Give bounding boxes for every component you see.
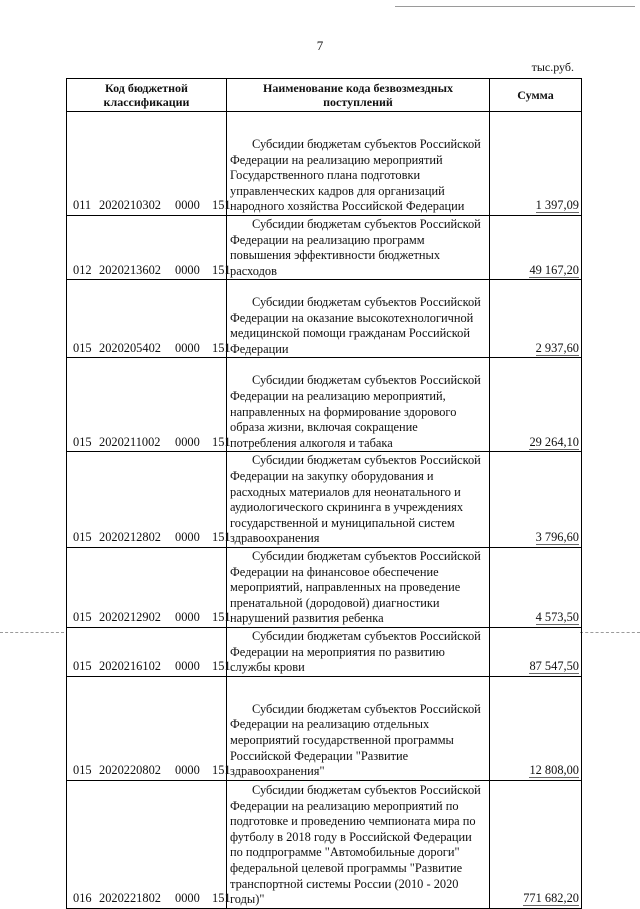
code-part-econ: 151 xyxy=(212,530,231,545)
revenue-name-cell xyxy=(227,452,490,548)
amount-value: 4 573,50 xyxy=(535,610,579,625)
code-part-admin: 015 xyxy=(73,659,92,674)
amount-value: 2 937,60 xyxy=(535,340,579,355)
amount-cell xyxy=(490,358,582,452)
revenue-name-text: Субсидии бюджетам субъектов Российской Федерации на мероприятия по развитию службы крови xyxy=(230,628,481,675)
revenue-name-cell xyxy=(227,627,490,676)
code-part-program: 0000 xyxy=(175,610,200,625)
units-label: тыс.руб. xyxy=(531,60,574,74)
table-row xyxy=(67,112,582,216)
page-number: 7 xyxy=(316,38,324,53)
code-part-admin: 015 xyxy=(73,763,92,778)
amount-cell xyxy=(490,216,582,280)
code-part-program: 0000 xyxy=(175,434,200,449)
revenue-name-text: Субсидии бюджетам субъектов Российской Федерации на оказание высокотехнологичной медицинской помощи гражданам Российской Федерации xyxy=(230,295,481,356)
code-part-admin: 015 xyxy=(73,434,92,449)
table-header xyxy=(67,79,582,112)
revenue-name-text: Субсидии бюджетам субъектов Российской Федерации на реализацию отдельных мероприятий государственной программы Российской Федерации "Развитие здравоохранения" xyxy=(230,701,481,779)
budget-code-cell xyxy=(67,216,231,280)
revenue-name-cell xyxy=(227,780,490,908)
code-part-econ: 151 xyxy=(212,659,231,674)
code-part-program: 0000 xyxy=(175,891,200,906)
code-part-econ: 151 xyxy=(212,262,231,277)
amount-cell xyxy=(490,280,582,358)
budget-code-cell xyxy=(67,452,231,548)
scan-top-rule xyxy=(395,6,635,7)
table-row xyxy=(67,676,582,780)
code-part-admin: 016 xyxy=(73,891,92,906)
code-part-main: 2020213602 xyxy=(99,262,161,277)
code-part-admin: 015 xyxy=(73,530,92,545)
revenue-name-text: Субсидии бюджетам субъектов Российской Федерации на закупку оборудования и расходных материалов для неонатального и аудиологического скрининга в учреждениях государственной и муниципальной систем здравоохранения xyxy=(230,453,481,546)
revenue-name-cell xyxy=(227,280,490,358)
header-name: Наименование кода безвозмездных поступлений xyxy=(227,79,490,112)
revenue-name-cell xyxy=(227,547,490,627)
code-part-econ: 151 xyxy=(212,763,231,778)
amount-value: 87 547,50 xyxy=(529,659,579,674)
code-part-econ: 151 xyxy=(212,891,231,906)
code-part-econ: 151 xyxy=(212,610,231,625)
revenue-name-text: Субсидии бюджетам субъектов Российской Федерации на финансовое обеспечение мероприятий, направленных на проведение пренатальной (дородовой) диагностики нарушений развития ребенка xyxy=(230,548,481,626)
amount-value: 3 796,60 xyxy=(535,530,579,545)
header-sum: Сумма xyxy=(490,79,582,112)
amount-value: 29 264,10 xyxy=(529,434,579,449)
code-part-admin: 012 xyxy=(73,262,92,277)
code-part-econ: 151 xyxy=(212,198,231,213)
table-row xyxy=(67,627,582,676)
revenue-name-cell xyxy=(227,112,490,216)
code-part-main: 2020210302 xyxy=(99,198,161,213)
budget-code-cell xyxy=(67,280,231,358)
table-row xyxy=(67,216,582,280)
amount-value: 1 397,09 xyxy=(535,198,579,213)
budget-code-cell xyxy=(67,112,231,216)
code-part-econ: 151 xyxy=(212,340,231,355)
code-part-program: 0000 xyxy=(175,262,200,277)
code-part-main: 2020211002 xyxy=(99,434,161,449)
revenue-name-text: Субсидии бюджетам субъектов Российской Федерации на реализацию мероприятий по подготовке и проведению чемпионата мира по футболу в 2018 году в Российской Федерации по подпрограмме "Автомобильные дороги" федеральной целевой программы "Развитие транспортной системы России (2010 - 2020 годы)" xyxy=(230,782,481,907)
code-part-main: 2020212902 xyxy=(99,610,161,625)
code-part-program: 0000 xyxy=(175,659,200,674)
amount-cell xyxy=(490,112,582,216)
code-part-main: 2020216102 xyxy=(99,659,161,674)
table-body xyxy=(67,112,582,909)
code-part-admin: 011 xyxy=(73,198,92,213)
code-part-program: 0000 xyxy=(175,530,200,545)
code-part-admin: 015 xyxy=(73,610,92,625)
header-row xyxy=(67,79,582,112)
code-part-program: 0000 xyxy=(175,763,200,778)
amount-value: 49 167,20 xyxy=(529,262,579,277)
code-part-main: 2020221802 xyxy=(99,891,161,906)
code-part-econ: 151 xyxy=(212,434,231,449)
budget-code-cell xyxy=(67,547,231,627)
code-part-main: 2020212802 xyxy=(99,530,161,545)
table-row xyxy=(67,358,582,452)
code-part-main: 2020205402 xyxy=(99,340,161,355)
revenue-name-text: Субсидии бюджетам субъектов Российской Федерации на реализацию программ повышения эффективности бюджетных расходов xyxy=(230,217,481,278)
amount-cell xyxy=(490,780,582,908)
budget-code-cell xyxy=(67,358,231,452)
budget-code-cell xyxy=(67,676,231,780)
scan-fold-line-left xyxy=(0,632,64,633)
table-row xyxy=(67,780,582,908)
budget-code-cell xyxy=(67,780,231,908)
code-part-main: 2020220802 xyxy=(99,763,161,778)
revenue-name-text: Субсидии бюджетам субъектов Российской Федерации на реализацию мероприятий, направленных на формирование здорового образа жизни, включая сокращение потребления алкоголя и табака xyxy=(230,373,481,450)
code-part-program: 0000 xyxy=(175,198,200,213)
revenue-name-cell xyxy=(227,358,490,452)
amount-value: 12 808,00 xyxy=(529,763,579,778)
code-part-program: 0000 xyxy=(175,340,200,355)
budget-table xyxy=(66,78,582,909)
amount-value: 771 682,20 xyxy=(523,891,579,906)
table-row xyxy=(67,452,582,548)
header-code: Код бюджетной классификации xyxy=(67,79,227,112)
code-part-admin: 015 xyxy=(73,340,92,355)
amount-cell xyxy=(490,676,582,780)
amount-cell xyxy=(490,452,582,548)
scan-fold-line-right xyxy=(580,632,640,633)
amount-cell xyxy=(490,627,582,676)
revenue-name-cell xyxy=(227,676,490,780)
table-row xyxy=(67,280,582,358)
table-row xyxy=(67,547,582,627)
amount-cell xyxy=(490,547,582,627)
revenue-name-cell xyxy=(227,216,490,280)
budget-code-cell xyxy=(67,627,231,676)
revenue-name-text: Субсидии бюджетам субъектов Российской Федерации на реализацию мероприятий Государственного плана подготовки управленческих кадров для организаций народного хозяйства Российской Федерации xyxy=(230,137,481,214)
